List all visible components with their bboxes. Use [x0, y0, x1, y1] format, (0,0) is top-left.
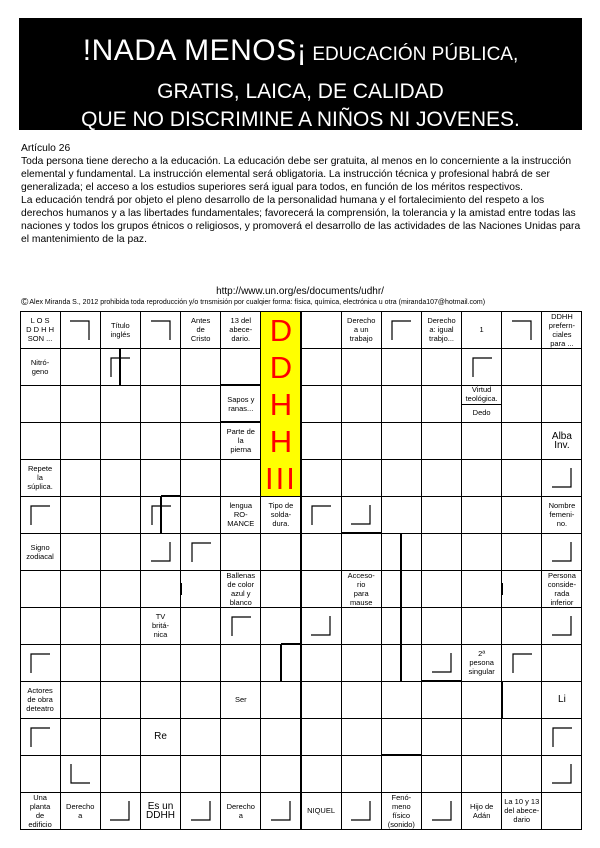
grid-cell[interactable] [341, 607, 382, 645]
grid-cell[interactable] [220, 718, 261, 756]
grid-cell[interactable] [501, 496, 542, 534]
copyright-icon: © [21, 297, 29, 308]
grid-cell[interactable] [301, 348, 342, 386]
clue-text: La 10 y 13 del abece- dario [504, 797, 540, 824]
clue-text: Signo zodiacal [26, 542, 54, 561]
grid-cell[interactable] [381, 718, 422, 756]
corner-arrow-icon [350, 800, 372, 822]
highlight-letter: D [269, 312, 293, 348]
clue-text: Hijo de Adán [469, 801, 494, 820]
grid-cell[interactable] [301, 755, 342, 793]
grid-cell[interactable] [180, 385, 221, 423]
grid-cell[interactable] [341, 644, 382, 682]
grid-cell[interactable] [60, 348, 101, 386]
grid-cell[interactable] [140, 348, 181, 386]
clue-text: Fenó- meno físico (sonido) [387, 792, 415, 829]
clue-text: 13 del abece- dario. [229, 316, 253, 343]
corner-arrow-icon [150, 541, 172, 563]
clue-text: Dedo [472, 408, 491, 418]
corner-arrow-icon [390, 319, 412, 341]
grid-cell[interactable] [140, 459, 181, 497]
grid-cell[interactable] [100, 644, 141, 682]
grid-cell[interactable] [421, 422, 462, 460]
grid-cell[interactable] [541, 348, 582, 386]
cell-barrier [119, 348, 121, 385]
grid-cell[interactable] [381, 755, 422, 793]
grid-cell[interactable] [301, 644, 342, 682]
clue-text: Es un DDHH [146, 800, 175, 821]
corner-arrow-icon [551, 726, 573, 748]
grid-cell[interactable] [60, 570, 101, 608]
grid-cell[interactable] [60, 681, 101, 719]
grid-cell[interactable] [461, 422, 502, 460]
corner-arrow-icon [551, 467, 573, 489]
grid-cell[interactable] [541, 644, 582, 682]
corner-arrow-icon [551, 763, 573, 785]
grid-cell[interactable] [220, 348, 261, 386]
cell-barrier [281, 643, 301, 645]
grid-cell[interactable] [501, 385, 542, 423]
separator-tick [502, 583, 503, 595]
corner-arrow-icon [310, 504, 332, 526]
highlight-letter: H [269, 386, 293, 422]
grid-cell[interactable] [140, 422, 181, 460]
grid-cell[interactable] [260, 607, 301, 645]
grid-cell[interactable] [421, 718, 462, 756]
grid-cell[interactable] [461, 459, 502, 497]
grid-cell[interactable] [220, 755, 261, 793]
article-paragraph-1: Toda persona tiene derecho a la educación. La educación debe ser gratuita, al menos en lo concerniente a la instrucción elemental y fundamental. La instrucción elemental será obligatoria. La instrucción técnica y profesional habrá de ser generalizada; el acceso a los estudios superiores será igual para todos, en función de los méritos respectivos. [21, 156, 572, 193]
grid-cell[interactable] [461, 718, 502, 756]
grid-cell[interactable] [180, 644, 221, 682]
clue-text: Derecho a [226, 801, 255, 820]
highlight-letter: D [269, 349, 293, 385]
grid-cell[interactable] [140, 681, 181, 719]
grid-cell[interactable] [140, 755, 181, 793]
grid-cell[interactable] [301, 311, 342, 349]
clue-text: Una planta de edificio [28, 792, 52, 829]
grid-cell[interactable] [421, 459, 462, 497]
clue-text: L O S D D H H SON ... [26, 316, 55, 343]
clue-text: Nombre femeni- no. [548, 501, 576, 528]
copyright-line: ©Alex Miranda S., 2012 prohibida toda reproducción y/o trnsmisión por cualqier forma: física, química, electrónica u otra (miranda107@hotmail.com) [21, 297, 486, 308]
corner-arrow-icon [109, 800, 131, 822]
cell-barrier [160, 496, 162, 533]
grid-cell[interactable] [260, 755, 301, 793]
separator-tick [60, 756, 61, 768]
grid-cell[interactable] [100, 385, 141, 423]
clue-text: Parte de la pierna [226, 427, 255, 454]
grid-cell[interactable] [501, 422, 542, 460]
grid-cell[interactable] [20, 422, 61, 460]
title-banner [19, 18, 582, 130]
grid-cell[interactable] [100, 459, 141, 497]
clue-text: Tipo de solda- dura. [268, 501, 294, 528]
clue-text: Repete la súplica. [27, 464, 53, 491]
grid-cell[interactable] [381, 348, 422, 386]
grid-cell[interactable] [501, 570, 542, 608]
grid-cell[interactable] [180, 681, 221, 719]
grid-cell[interactable] [100, 496, 141, 534]
corner-arrow-icon [150, 319, 172, 341]
grid-cell[interactable] [100, 607, 141, 645]
grid-cell[interactable] [421, 348, 462, 386]
grid-cell[interactable] [60, 459, 101, 497]
grid-cell[interactable] [501, 348, 542, 386]
corner-arrow-icon [551, 615, 573, 637]
corner-arrow-icon [471, 356, 493, 378]
clue-text: Derecho a [66, 801, 95, 820]
separator-tick [181, 583, 182, 595]
grid-cell[interactable] [180, 570, 221, 608]
grid-cell[interactable] [421, 570, 462, 608]
corner-arrow-icon [431, 652, 453, 674]
clue-text: Acceso- rio para mause [347, 570, 375, 607]
grid-cell[interactable] [301, 422, 342, 460]
grid-cell[interactable] [100, 533, 141, 571]
grid-cell[interactable] [421, 607, 462, 645]
grid-cell[interactable] [180, 607, 221, 645]
corner-arrow-icon [29, 504, 51, 526]
grid-cell[interactable] [100, 570, 141, 608]
highlight-letter: H [269, 423, 293, 459]
clue-text: Virtud teológica. [465, 385, 498, 404]
clue-text: NIQUEL [307, 806, 336, 815]
corner-arrow-icon [310, 615, 332, 637]
split-divider [462, 404, 502, 405]
grid-cell[interactable] [60, 496, 101, 534]
grid-cell[interactable] [341, 422, 382, 460]
grid-cell[interactable] [381, 459, 422, 497]
grid-cell[interactable] [220, 459, 261, 497]
grid-cell[interactable] [180, 459, 221, 497]
corner-arrow-icon [69, 319, 91, 341]
article-text [21, 142, 581, 246]
grid-cell[interactable] [260, 681, 301, 719]
grid-cell[interactable] [180, 496, 221, 534]
clue-text: DDHH prefern- ciales para ... [548, 311, 576, 348]
cell-barrier [400, 533, 402, 681]
grid-cell[interactable] [60, 533, 101, 571]
grid-cell[interactable] [20, 607, 61, 645]
grid-cell[interactable] [501, 533, 542, 571]
banner-line-1: !NADA MENOS¡ EDUCACIÓN PÚBLICA, [82, 34, 519, 67]
grid-cell[interactable] [100, 422, 141, 460]
grid-cell[interactable] [260, 570, 301, 608]
grid-cell[interactable] [381, 681, 422, 719]
grid-cell[interactable] [341, 681, 382, 719]
grid-cell[interactable] [341, 385, 382, 423]
grid-cell[interactable] [301, 681, 342, 719]
grid-cell[interactable] [301, 385, 342, 423]
grid-cell[interactable] [501, 755, 542, 793]
grid-cell[interactable] [461, 681, 502, 719]
separator-tick [381, 472, 382, 484]
grid-cell[interactable] [60, 718, 101, 756]
grid-cell[interactable] [461, 496, 502, 534]
grid-cell[interactable] [381, 385, 422, 423]
grid-cell[interactable] [100, 755, 141, 793]
corner-arrow-icon [190, 541, 212, 563]
corner-arrow-icon [69, 763, 91, 785]
corner-arrow-icon [190, 800, 212, 822]
grid-cell[interactable] [461, 755, 502, 793]
grid-cell[interactable] [60, 422, 101, 460]
corner-arrow-icon [270, 800, 292, 822]
grid-cell[interactable] [60, 644, 101, 682]
grid-cell[interactable] [60, 385, 101, 423]
grid-cell[interactable] [381, 496, 422, 534]
clue-text: Antes de Cristo [190, 316, 211, 343]
clue-text: Ser [234, 695, 247, 704]
clue-text: Nitró- geno [30, 357, 50, 376]
clue-text: Li [558, 694, 566, 705]
clue-text: TV britá- nica [151, 612, 170, 639]
grid-cell[interactable] [421, 533, 462, 571]
grid-cell[interactable] [140, 385, 181, 423]
grid-cell[interactable] [140, 570, 181, 608]
grid-cell[interactable] [421, 496, 462, 534]
grid-cell[interactable] [421, 385, 462, 423]
source-url[interactable]: http://www.un.org/es/documents/udhr/ [216, 286, 384, 297]
clue-text: Derecho a un trabajo [347, 316, 376, 343]
grid-cell[interactable] [461, 607, 502, 645]
article-title: Artículo 26 [21, 143, 71, 154]
clue-text: Alba Inv. [551, 430, 572, 451]
grid-cell[interactable] [501, 718, 542, 756]
separator-tick [421, 657, 422, 669]
grid-cell[interactable] [341, 718, 382, 756]
corner-arrow-icon [431, 800, 453, 822]
grid-cell[interactable] [381, 422, 422, 460]
corner-arrow-icon [29, 726, 51, 748]
clue-text: Ballenas de color azul y blanco [226, 570, 256, 607]
corner-arrow-icon [350, 504, 372, 526]
grid-cell[interactable] [461, 570, 502, 608]
cell-barrier [421, 680, 461, 682]
cell-barrier [221, 384, 261, 386]
grid-cell[interactable] [20, 755, 61, 793]
grid-cell[interactable] [20, 570, 61, 608]
corner-arrow-icon [551, 541, 573, 563]
cell-barrier [161, 495, 181, 497]
grid-cell[interactable] [541, 385, 582, 423]
grid-cell[interactable] [180, 348, 221, 386]
clue-text: lengua RO- MANCE [227, 501, 255, 528]
banner-line-3: QUE NO DISCRIMINE A NIÑOS NI JOVENES. [81, 108, 520, 131]
clue-text: 2ª pesona singular [468, 649, 495, 676]
grid-cell[interactable] [501, 459, 542, 497]
grid-cell[interactable] [421, 755, 462, 793]
separator-tick [301, 583, 302, 595]
clue-text: 1 [479, 325, 484, 334]
clue-text: Título inglés [110, 320, 131, 339]
grid-cell[interactable] [100, 681, 141, 719]
clue-text: Derecho a: igual trabjo... [427, 316, 456, 343]
grid-cell[interactable] [60, 607, 101, 645]
corner-arrow-icon [230, 615, 252, 637]
grid-cell[interactable] [100, 718, 141, 756]
clue-text: Sapos y ranas... [227, 394, 255, 413]
grid-cell[interactable] [301, 459, 342, 497]
cell-barrier [221, 421, 261, 423]
grid-cell[interactable] [501, 607, 542, 645]
grid-cell[interactable] [220, 533, 261, 571]
grid-cell[interactable] [341, 348, 382, 386]
grid-cell[interactable] [260, 533, 301, 571]
grid-cell[interactable] [301, 718, 342, 756]
grid-cell[interactable] [341, 459, 382, 497]
grid-cell[interactable] [341, 755, 382, 793]
corner-arrow-icon [511, 319, 533, 341]
grid-cell[interactable] [421, 681, 462, 719]
grid-cell[interactable] [260, 718, 301, 756]
corner-arrow-icon [511, 652, 533, 674]
grid-cell[interactable] [301, 533, 342, 571]
clue-text: Actores de obra deteatro [26, 686, 54, 713]
crossword-grid [20, 311, 582, 829]
grid-cell[interactable] [180, 718, 221, 756]
highlight-letter: III [264, 460, 297, 496]
cell-barrier [501, 681, 503, 718]
article-paragraph-2: La educación tendrá por objeto el pleno desarrollo de la personalidad humana y el fortalecimiento del respeto a los derechos humanos y a las libertades fundamentales; favorecerá la comprensión, la tolerancia y la amistad entre todas las naciones y todos los grupos étnicos o religiosos, y promoverá el desarrollo de las actividades de las Naciones Unidas para el mantenimiento de la paz. [21, 195, 581, 245]
grid-cell[interactable] [501, 681, 542, 719]
grid-cell[interactable] [140, 644, 181, 682]
grid-cell[interactable] [180, 755, 221, 793]
cell-barrier [381, 754, 421, 756]
clue-text: Re [154, 731, 167, 742]
clue-text: Persona conside- rada inferior [547, 570, 577, 607]
grid-cell[interactable] [541, 792, 582, 830]
grid-cell[interactable] [301, 570, 342, 608]
grid-cell[interactable] [220, 644, 261, 682]
cell-barrier [280, 644, 282, 681]
cell-barrier [341, 532, 381, 534]
grid-cell[interactable] [180, 422, 221, 460]
grid-cell[interactable] [20, 385, 61, 423]
grid-cell[interactable] [461, 533, 502, 571]
banner-line-2: GRATIS, LAICA, DE CALIDAD [157, 80, 444, 103]
grid-cell[interactable] [341, 533, 382, 571]
corner-arrow-icon [29, 652, 51, 674]
